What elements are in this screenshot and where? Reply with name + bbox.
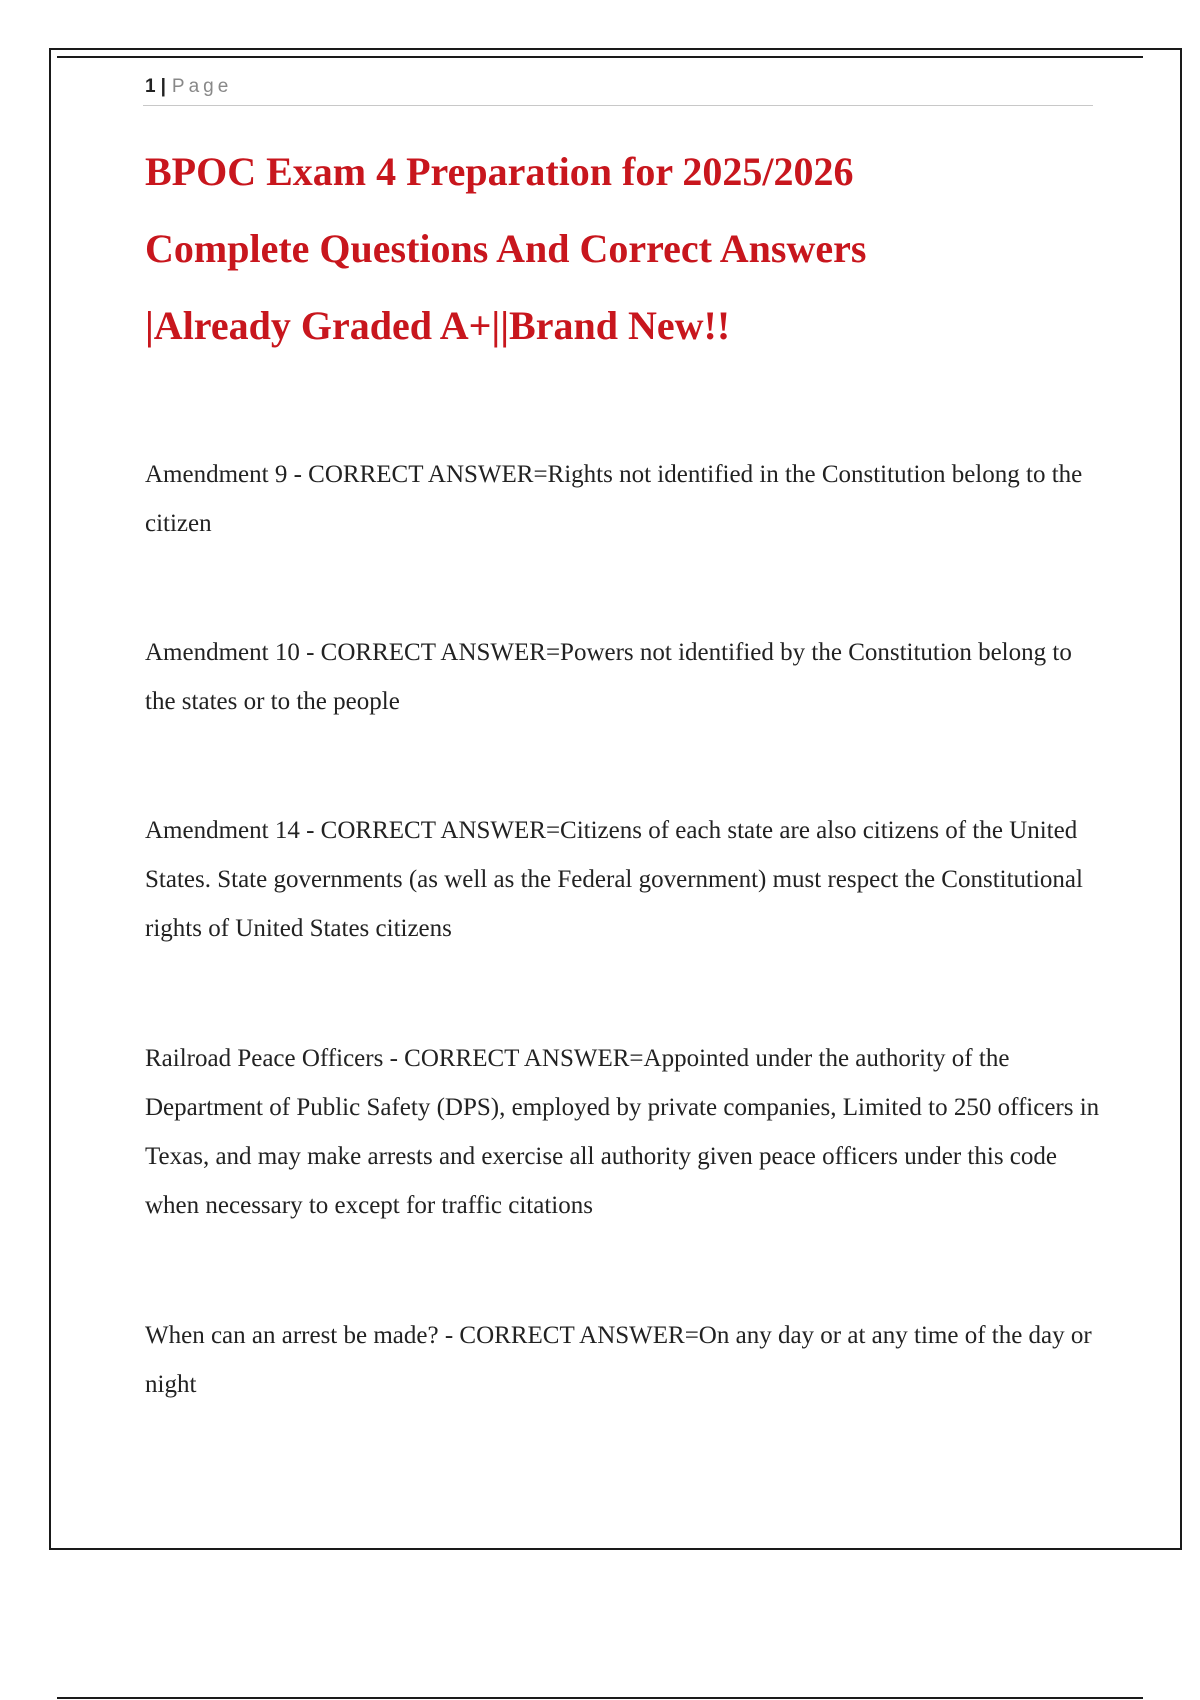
document-title — [145, 133, 1105, 364]
answer-text: Citizens of each state are also citizens of the United States. State governments (as well as the Federal government) must respect the Constitutional rights of United States citizens — [145, 817, 1083, 942]
page-header — [145, 74, 232, 100]
qa-item — [145, 628, 1105, 726]
answer-text: Appointed under the authority of the Department of Public Safety (DPS), employed by private companies, Limited to 250 officers in Texas, and may make arrests and exercise all authority given peace officers under this code when necessary to except for traffic citations — [145, 1045, 1100, 1219]
answer-prefix: - CORRECT ANSWER= — [438, 1322, 699, 1349]
question-text: Amendment 14 — [145, 817, 300, 844]
qa-item — [145, 450, 1105, 548]
question-text: Amendment 10 — [145, 639, 300, 666]
answer-text: On any day or at any time of the day or night — [145, 1322, 1092, 1398]
answer-prefix: - CORRECT ANSWER= — [299, 817, 561, 844]
question-text: When can an arrest be made? — [145, 1322, 439, 1349]
answer-prefix: - CORRECT ANSWER= — [287, 461, 548, 488]
qa-item — [145, 1311, 1105, 1409]
answer-text: Powers not identified by the Constitution belong to the states or to the people — [145, 639, 1072, 715]
top-rule — [57, 56, 1143, 58]
title-line-2: Complete Questions And Correct Answers — [145, 226, 867, 271]
answer-prefix: - CORRECT ANSWER= — [299, 639, 561, 666]
title-line-1: BPOC Exam 4 Preparation for 2025/2026 — [145, 149, 854, 194]
question-text: Railroad Peace Officers — [145, 1045, 384, 1072]
title-line-3: |Already Graded A+||Brand New!! — [145, 303, 731, 348]
qa-item — [145, 1034, 1105, 1230]
question-text: Amendment 9 — [145, 461, 288, 488]
header-divider — [143, 105, 1093, 106]
page-label: Page — [171, 76, 233, 97]
page-separator: | — [160, 76, 166, 97]
qa-item — [145, 806, 1105, 953]
answer-text: Rights not identified in the Constitution belong to the citizen — [145, 461, 1083, 537]
answer-prefix: - CORRECT ANSWER= — [383, 1045, 644, 1072]
page-number: 1 — [145, 76, 156, 97]
bottom-rule — [57, 1697, 1143, 1699]
